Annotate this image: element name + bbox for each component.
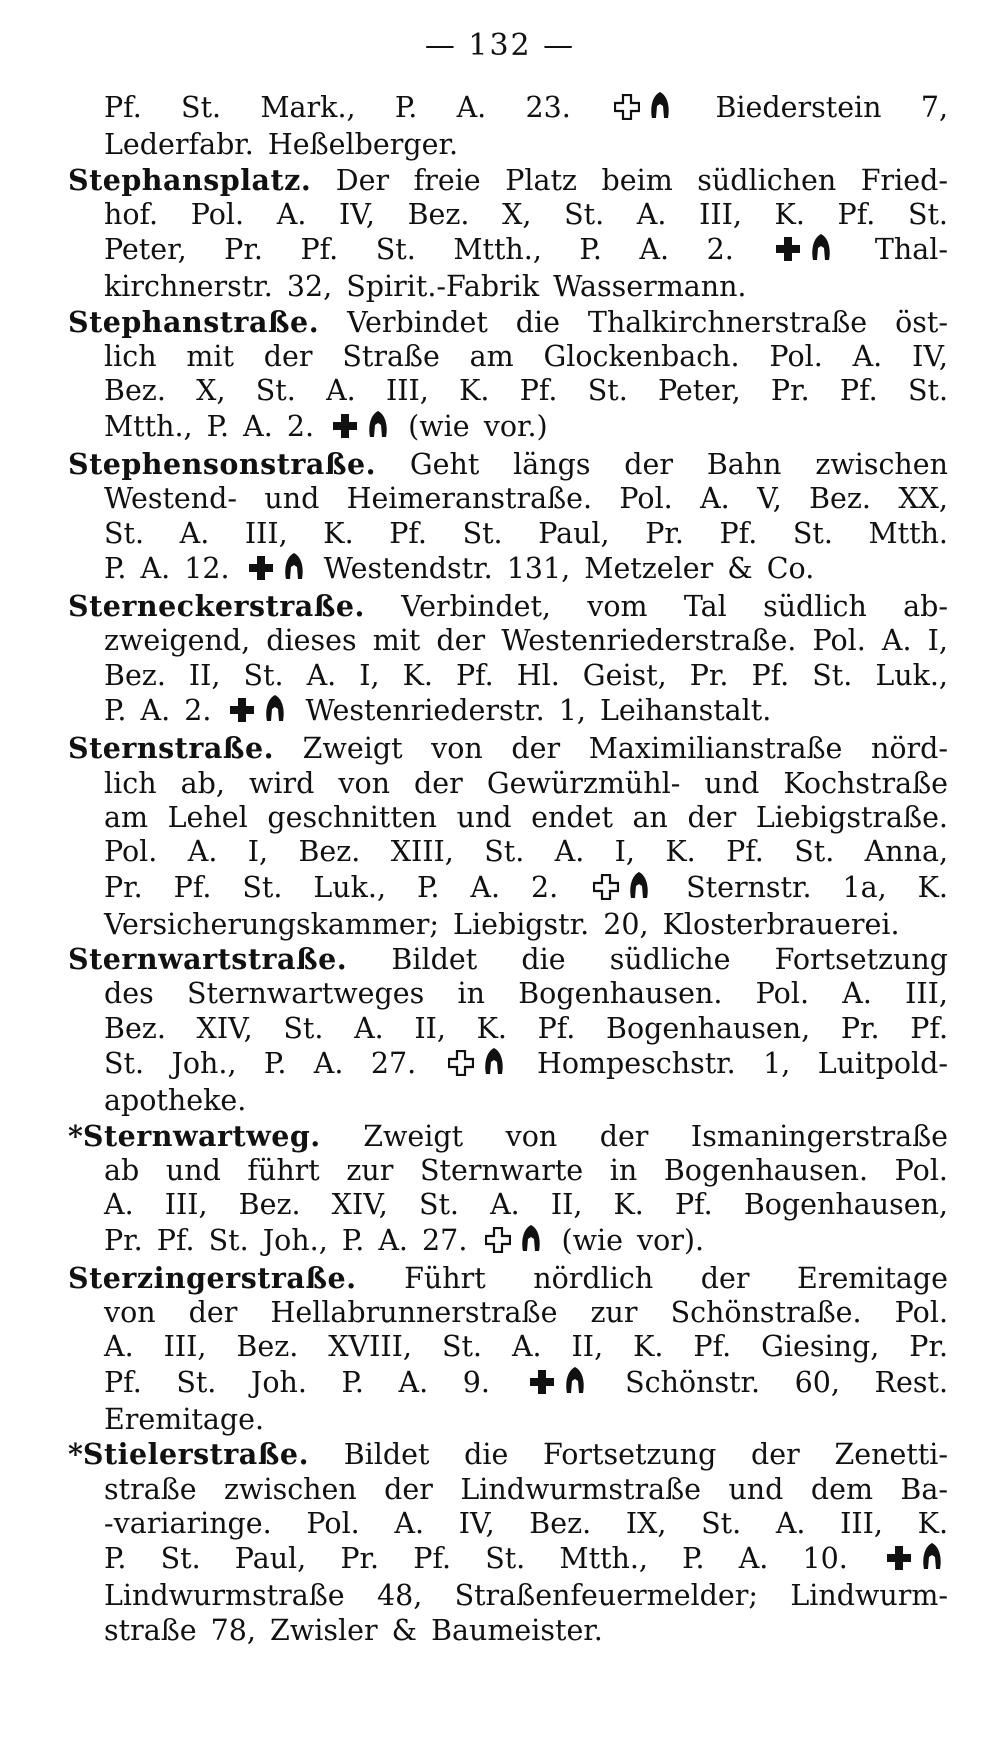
entry-text: P. St. Paul, Pr. Pf. St. Mtth., P. A. 10. xyxy=(104,1542,848,1576)
entry-text: Bez. X, St. A. III, K. Pf. St. Peter, Pr. Pf. St. xyxy=(104,374,948,408)
entry-text: Westendstr. 131, Metzeler & Co. xyxy=(323,551,815,585)
entry-text: zweigend, dieses mit der Westenriederstraße. Pol. A. I, xyxy=(104,624,948,658)
entry-text: kirchnerstr. 32, Spirit.-Fabrik Wassermann. xyxy=(104,270,747,304)
entry-line xyxy=(68,374,948,408)
outline-cross-icon xyxy=(614,94,640,128)
fireman-helmet-icon xyxy=(519,1223,543,1261)
entry-text: Biederstein 7, xyxy=(715,91,948,124)
fireman-helmet-icon xyxy=(809,232,833,270)
entry-text: Lederfabr. Heßelberger. xyxy=(104,128,459,162)
entry-text: Eremitage. xyxy=(104,1402,265,1436)
entry-text: P. A. 12. xyxy=(104,551,230,585)
entry-text: Geht längs der Bahn zwischen xyxy=(409,447,948,481)
entry-line xyxy=(68,693,948,731)
street-headword: Stephanstraße. xyxy=(68,304,320,339)
solid-cross-icon xyxy=(248,555,274,589)
entry-line xyxy=(68,801,948,835)
entry-line xyxy=(68,270,948,304)
solid-cross-icon xyxy=(229,697,255,731)
fireman-helmet-icon xyxy=(482,1046,506,1084)
solid-cross-icon xyxy=(775,236,801,270)
entry-line xyxy=(68,870,948,908)
entry-text: Sternstr. 1a, K. xyxy=(686,870,948,904)
entry-text: Verbindet die Thalkirchnerstraße öst- xyxy=(347,305,948,339)
entry-text: Mtth., P. A. 2. xyxy=(104,409,315,443)
entry-line xyxy=(68,90,948,128)
entry-line xyxy=(68,1223,948,1261)
entry-text: Thal- xyxy=(874,233,948,267)
entry-text: Verbindet, vom Tal südlich ab- xyxy=(401,590,948,624)
entry-line xyxy=(68,1403,948,1437)
entry-first-line xyxy=(68,731,948,766)
entry-text: Westenriederstr. 1, Leihanstalt. xyxy=(305,694,772,728)
entry-text: straße zwischen der Lindwurmstraße und dem Ba- xyxy=(104,1472,948,1506)
solid-cross-icon xyxy=(332,413,358,447)
entry-first-line xyxy=(68,1437,948,1472)
entry-line xyxy=(68,1473,948,1507)
page-number: — 132 — xyxy=(424,28,576,63)
fireman-helmet-icon xyxy=(920,1541,944,1579)
entry-text: Bildet die südliche Fortsetzung xyxy=(391,943,948,977)
entry-text: Bildet die Fortsetzung der Zenetti- xyxy=(343,1438,948,1472)
entry-line xyxy=(68,482,948,516)
entry-line xyxy=(68,1365,948,1403)
street-headword: Stephensonstraße. xyxy=(68,446,377,481)
entry-line xyxy=(68,1579,948,1613)
solid-cross-icon xyxy=(529,1369,555,1403)
entry-line xyxy=(68,1154,948,1188)
directory-entries xyxy=(68,90,948,1648)
entry-text: von der Hellabrunnerstraße zur Schönstraße. Pol. xyxy=(104,1296,948,1330)
fireman-helmet-icon xyxy=(366,409,390,447)
outline-cross-icon xyxy=(593,874,619,908)
street-headword: Sternwartweg. xyxy=(82,1118,321,1153)
entry-text: straße 78, Zwisler & Baumeister. xyxy=(104,1613,603,1647)
entry-line xyxy=(68,232,948,270)
entry-line xyxy=(68,1614,948,1648)
entry-text: Lindwurmstraße 48, Straßenfeuermelder; Lindwurm- xyxy=(104,1579,948,1613)
entry-text: Pf. St. Mark., P. A. 23. xyxy=(104,91,571,124)
entry-first-line xyxy=(68,1119,948,1154)
entry-text: Schönstr. 60, Rest. xyxy=(625,1365,948,1399)
fireman-helmet-icon xyxy=(648,90,672,128)
entry-line xyxy=(68,1084,948,1118)
entry-first-line xyxy=(68,305,948,340)
entry-text: Der freie Platz beim südlichen Fried- xyxy=(335,163,948,197)
entry-line xyxy=(68,551,948,589)
entry-text: Führt nördlich der Eremitage xyxy=(404,1261,948,1295)
entry-text: Bez. XIV, St. A. II, K. Pf. Bogenhausen, Pr. Pf. xyxy=(104,1011,948,1045)
street-headword: Stephansplatz. xyxy=(68,162,312,197)
entry-line xyxy=(68,1541,948,1579)
entry-text: Peter, Pr. Pf. St. Mtth., P. A. 2. xyxy=(104,233,734,267)
entry-text: hof. Pol. A. IV, Bez. X, St. A. III, K. Pf. St. xyxy=(104,197,948,231)
entry-first-line xyxy=(68,447,948,482)
fireman-helmet-icon xyxy=(627,870,651,908)
outline-cross-icon xyxy=(448,1050,474,1084)
entry-text: Bez. II, St. A. I, K. Pf. Hl. Geist, Pr. Pf. St. Luk., xyxy=(104,658,948,692)
entry-first-line xyxy=(68,942,948,977)
entry-text: -variaringe. Pol. A. IV, Bez. IX, St. A. III, K. xyxy=(104,1506,948,1540)
outline-cross-icon xyxy=(485,1227,511,1261)
entry-line xyxy=(68,1188,948,1222)
entry-line xyxy=(68,659,948,693)
fireman-helmet-icon xyxy=(263,693,287,731)
entry-text: St. A. III, K. Pf. St. Paul, Pr. Pf. St. Mtth. xyxy=(104,516,948,550)
entry-line xyxy=(68,977,948,1011)
entry-line xyxy=(68,340,948,374)
entry-text: lich ab, wird von der Gewürzmühl- und Kochstraße xyxy=(104,766,948,800)
entry-first-line xyxy=(68,163,948,198)
entry-text: Pol. A. I, Bez. XIII, St. A. I, K. Pf. St. Anna, xyxy=(104,835,948,869)
entry-line xyxy=(68,767,948,801)
entry-first-line xyxy=(68,1261,948,1296)
entry-line xyxy=(68,1330,948,1364)
solid-cross-icon xyxy=(886,1545,912,1579)
entry-first-line xyxy=(68,589,948,624)
entry-line xyxy=(68,409,948,447)
entry-text: Westend- und Heimeranstraße. Pol. A. V, Bez. XX, xyxy=(104,482,948,516)
entry-text: A. III, Bez. XIV, St. A. II, K. Pf. Bogenhausen, xyxy=(104,1188,948,1222)
street-headword: Sternstraße. xyxy=(68,731,275,766)
street-headword: Sterzingerstraße. xyxy=(68,1260,357,1295)
entry-line xyxy=(68,517,948,551)
entry-line xyxy=(68,1296,948,1330)
entry-text: Zweigt von der Maximilianstraße nörd- xyxy=(302,732,948,766)
entry-text: P. A. 2. xyxy=(104,694,212,728)
entry-text: des Sternwartweges in Bogenhausen. Pol. A. III, xyxy=(104,977,948,1011)
entry-text: ab und führt zur Sternwarte in Bogenhausen. Pol. xyxy=(104,1153,948,1187)
entry-line xyxy=(68,908,948,942)
entry-text: (wie vor.) xyxy=(408,409,548,443)
entry-text: am Lehel geschnitten und endet an der Liebigstraße. xyxy=(104,800,948,834)
entry-text: Zweigt von der Ismaningerstraße xyxy=(363,1119,948,1153)
street-headword: Sterneckerstraße. xyxy=(68,589,365,624)
street-headword: Stielerstraße. xyxy=(82,1437,309,1472)
entry-line xyxy=(68,624,948,658)
entry-text: Pf. St. Joh. P. A. 9. xyxy=(104,1365,490,1399)
street-headword: Sternwartstraße. xyxy=(68,942,348,977)
fireman-helmet-icon xyxy=(282,551,306,589)
entry-line xyxy=(68,835,948,869)
entry-text: St. Joh., P. A. 27. xyxy=(104,1047,417,1081)
entry-text: (wie vor). xyxy=(561,1223,705,1257)
entry-text: Pr. Pf. St. Luk., P. A. 2. xyxy=(104,870,559,904)
entry-text: Pr. Pf. St. Joh., P. A. 27. xyxy=(104,1223,468,1257)
entry-line xyxy=(68,1507,948,1541)
fireman-helmet-icon xyxy=(563,1365,587,1403)
entry-text: Hompeschstr. 1, Luitpold- xyxy=(537,1047,948,1081)
entry-text: A. III, Bez. XVIII, St. A. II, K. Pf. Giesing, Pr. xyxy=(104,1330,948,1364)
entry-text: lich mit der Straße am Glockenbach. Pol. A. IV, xyxy=(104,340,948,374)
asterisk-marker: * xyxy=(68,1118,83,1153)
entry-text: apotheke. xyxy=(104,1084,247,1118)
entry-line xyxy=(68,1012,948,1046)
asterisk-marker: * xyxy=(68,1437,83,1472)
entry-line xyxy=(68,198,948,232)
entry-line xyxy=(68,128,948,162)
entry-line xyxy=(68,1046,948,1084)
entry-text: Versicherungskammer; Liebigstr. 20, Klosterbrauerei. xyxy=(104,907,900,941)
